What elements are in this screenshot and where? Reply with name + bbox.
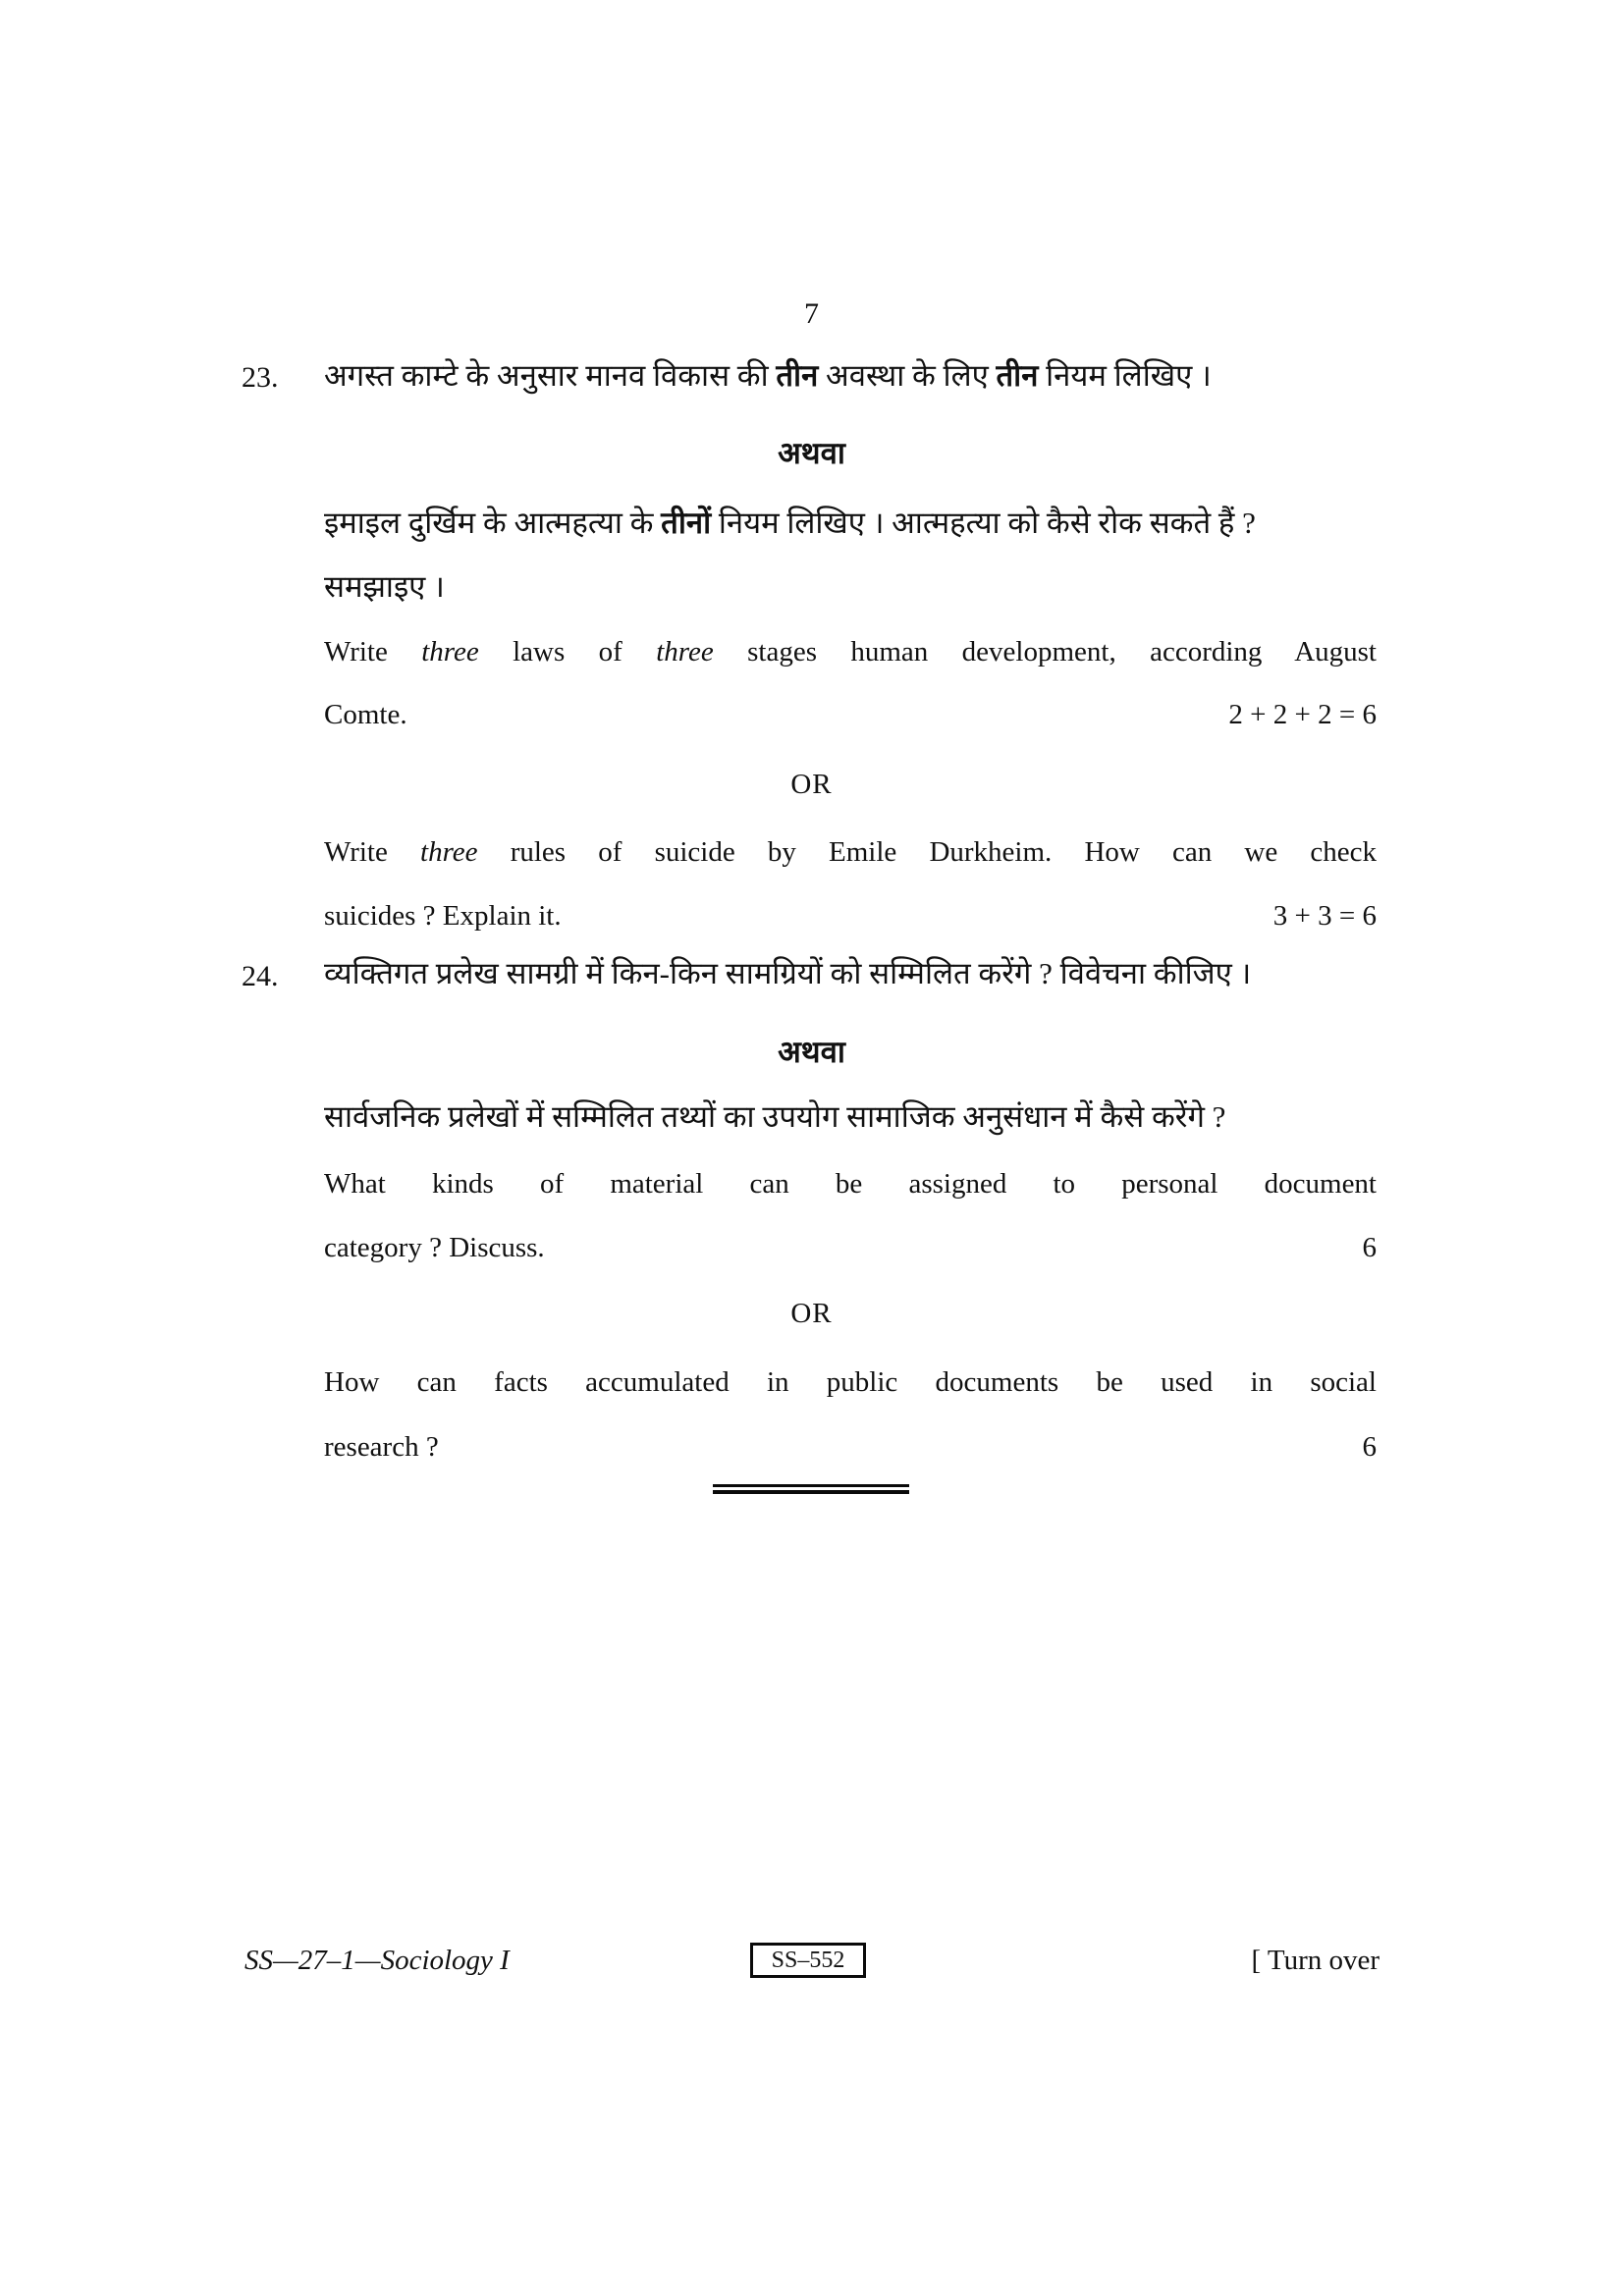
q23-eng-seg3: stages human development, according August xyxy=(713,636,1377,667)
q23-hindi-question xyxy=(324,356,1384,396)
q23-alt-marks: 3 + 3 = 6 xyxy=(1272,900,1377,932)
q23-alt-eng-italic1: three xyxy=(420,836,478,868)
q23-alt-hindi-line1 xyxy=(324,504,1384,543)
footer-paper-code: SS—27–1—Sociology I xyxy=(244,1945,510,1976)
end-double-rule xyxy=(713,1484,909,1494)
q23-or-heading-english: OR xyxy=(790,769,833,800)
q23-hindi-seg3: नियम लिखिए । xyxy=(1038,358,1212,393)
q24-alt-english-line2: research ? xyxy=(324,1431,439,1463)
q23-english-line2: Comte. xyxy=(324,699,407,730)
q24-english-line2: category ? Discuss. xyxy=(324,1232,545,1263)
q24-hindi-question: व्यक्तिगत प्रलेख सामग्री में किन-किन सामग्रियों को सम्मिलित करेंगे ? विवेचना कीजिए । xyxy=(324,956,1252,990)
q23-hindi-bold1: तीन xyxy=(776,358,819,393)
q23-alt-eng-seg1: Write xyxy=(324,836,421,868)
q23-alt-hindi-seg2: नियम लिखिए । आत्महत्या को कैसे रोक सकते हैं ? xyxy=(711,506,1256,540)
q24-marks: 6 xyxy=(1362,1232,1377,1263)
q23-marks: 2 + 2 + 2 = 6 xyxy=(1228,699,1377,730)
q23-eng-seg2: laws of xyxy=(478,636,657,667)
q24-alt-hindi: सार्वजनिक प्रलेखों में सम्मिलित तथ्यों का उपयोग सामाजिक अनुसंधान में कैसे करेंगे ? xyxy=(324,1099,1226,1134)
q23-alt-hindi-line2: समझाइए । xyxy=(324,569,445,604)
page-number: 7 xyxy=(804,297,819,330)
q23-eng-italic2: three xyxy=(656,636,714,667)
q23-hindi-seg1: अगस्त काम्टे के अनुसार मानव विकास की xyxy=(324,358,777,393)
q24-english-line2-row xyxy=(324,1232,1377,1264)
q23-eng-italic1: three xyxy=(421,636,479,667)
q23-or-heading-hindi: अथवा xyxy=(778,436,845,470)
q23-alt-english-line2: suicides ? Explain it. xyxy=(324,900,562,932)
q23-hindi-seg2: अवस्था के लिए xyxy=(818,358,997,393)
q23-eng-seg1: Write xyxy=(324,636,422,667)
q24-or-heading-english: OR xyxy=(790,1298,833,1329)
q24-alt-english-line2-row xyxy=(324,1431,1377,1464)
q23-alt-hindi-seg1: इमाइल दुर्खिम के आत्महत्या के xyxy=(324,506,662,540)
footer-turn-over: [ Turn over xyxy=(1251,1945,1380,1976)
q23-english-line1 xyxy=(324,636,1377,668)
q23-alt-eng-seg2: rules of suicide by Emile Durkheim. How can we check xyxy=(477,836,1378,868)
q23-alt-hindi-bold1: तीनों xyxy=(661,506,712,540)
q24-alt-english-line1: How can facts accumulated in public documents be used in social xyxy=(324,1366,1377,1398)
q23-number: 23. xyxy=(242,361,279,394)
q24-number: 24. xyxy=(242,960,279,992)
footer-series-box: SS–552 xyxy=(750,1943,866,1978)
q23-alt-english-line2-row xyxy=(324,900,1377,933)
q23-alt-english-line1 xyxy=(324,836,1377,869)
q24-english-line1: What kinds of material can be assigned to personal document xyxy=(324,1168,1377,1200)
q23-english-line2-row xyxy=(324,699,1377,731)
q23-hindi-bold2: तीन xyxy=(996,358,1039,393)
q24-alt-marks: 6 xyxy=(1362,1431,1377,1463)
q24-or-heading-hindi: अथवा xyxy=(778,1035,845,1069)
